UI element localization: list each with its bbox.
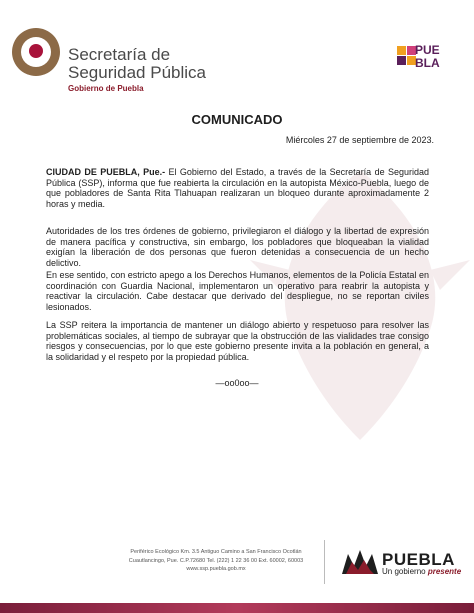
org-name-line2: Seguridad Pública	[68, 63, 206, 82]
footer-brand: PUEBLA	[382, 550, 455, 569]
puebla-brand-text	[415, 44, 455, 70]
address-line2: Cuautlancingo, Pue. C.P.72680 Tel. (222) 1 22 36 00 Ext. 60002, 60003	[128, 557, 304, 564]
org-subtitle: Gobierno de Puebla	[68, 84, 144, 93]
paragraph-1-lead: CIUDAD DE PUEBLA, Pue.-	[46, 167, 166, 177]
tagline-prefix: Un gobierno	[382, 567, 428, 576]
brand-line1: PUE	[415, 43, 440, 57]
paragraph-1	[46, 167, 429, 209]
paragraph-1-text: El Gobierno del Estado, a través de la Secretaría de Seguridad Pública (SSP), informa que fue reabierta la circulación en la autopista México-Puebla, luego de que pobladores de Santa Rita Tlahuapan realizaran un bloqueo durante aproximadamente 2 horas y media.	[46, 167, 429, 209]
footer-tagline	[382, 567, 461, 576]
address-line1: Periférico Ecológico Km. 3.5 Antiguo Camino a San Francisco Ocotlán	[130, 549, 302, 555]
address-website[interactable]: www.ssp.puebla.gob.mx	[186, 566, 246, 572]
org-name	[68, 46, 206, 82]
paragraph-3: En ese sentido, con estricto apego a los Derechos Humanos, elementos de la Policía Estatal en coordinación con Guardia Nacional, implementaron un operativo para reabrir la autopista y reactivar la circulación. Cabe destacar que derivado del despliegue, no se reportan civiles lesionados.	[46, 270, 429, 312]
tagline-accent: presente	[427, 567, 462, 576]
paragraph-4: La SSP reitera la importancia de mantener un diálogo abierto y respetuoso para resolver las problemáticas sociales, al tiempo de subrayar que la obstrucción de las vialidades trae consigo riesgos y consecuencias, por lo que este gobierno presente invita a la población en general, a la solidaridad y el respeto por la propiedad pública.	[46, 320, 429, 362]
paragraph-2: Autoridades de los tres órdenes de gobierno, privilegiaron el diálogo y la libertad de expresión de manera pacífica y constructiva, sin embargo, los pobladores que bloqueaban la vialidad exigían la liberación de dos personas que fueron detenidas a consecuencia de un hecho delictivo.	[46, 226, 429, 268]
org-name-line1: Secretaría de	[68, 45, 171, 64]
footer-address	[118, 548, 314, 574]
footer-decorative-strip	[0, 603, 474, 613]
puebla-footer-emblem	[338, 548, 382, 576]
document-title: COMUNICADO	[191, 112, 283, 127]
brand-line2: BLA	[415, 56, 440, 70]
closing-mark: —oo0oo—	[215, 378, 259, 388]
document-date: Miércoles 27 de septiembre de 2023.	[285, 135, 434, 145]
ssp-emblem-logo	[12, 28, 60, 76]
footer-divider	[324, 540, 325, 584]
